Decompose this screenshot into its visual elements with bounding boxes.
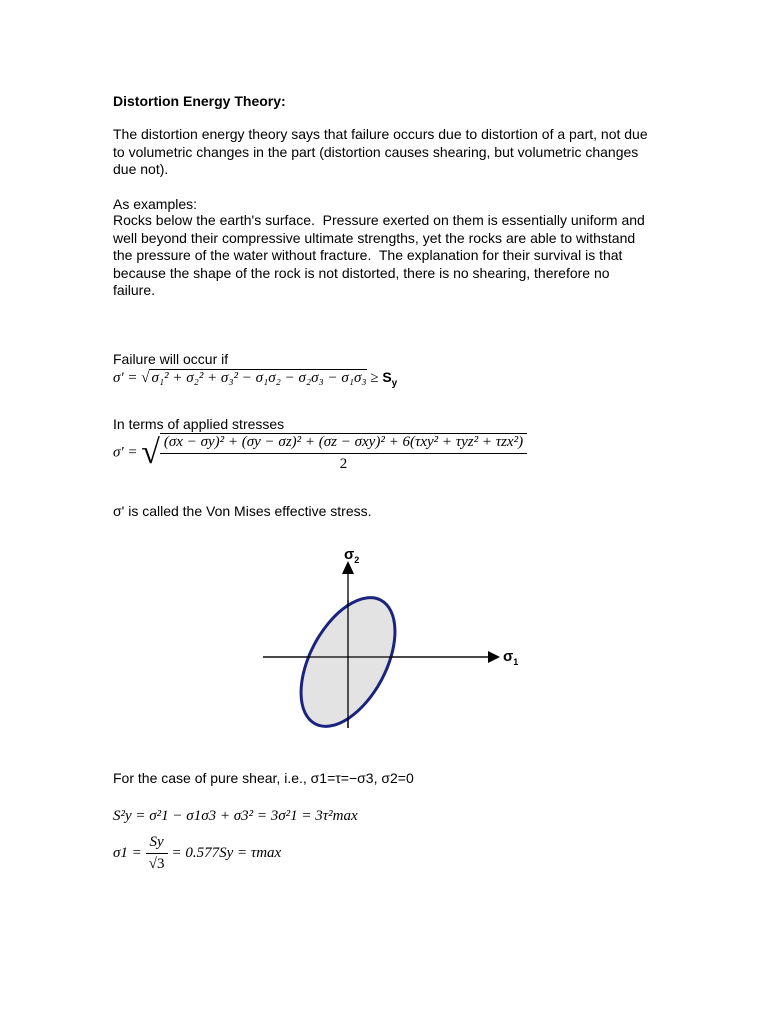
eq1-lhs: σ' = [113,370,138,386]
eq4-lhs: σ1 = [113,844,142,861]
eq4-denominator: √3 [148,856,165,872]
sigma1-axis-label: $\sigma_1$ [503,648,519,667]
failure-label: Failure will occur if [113,351,229,367]
von-mises-principal-equation: σ' = √ $\sigma_1^2 + \sigma_2^2 + \sigma_3^2 - \sigma_1\sigma_2 - \sigma_2\sigma_3 - \sigma_1\sigma_3 \ge S_y$ [113,369,398,389]
examples-label: As examples: [113,196,198,212]
intro-paragraph: The distortion energy theory says that failure occurs due to distortion of a part, not due to volumetric changes in the part (distortion causes shearing, but volumetric changes due not). [113,126,652,177]
applied-stresses-label: In terms of applied stresses [113,416,285,432]
eq2-denominator: 2 [339,456,348,472]
von-mises-applied-equation: σ' = √ (σx − σy)² + (σy − σz)² + (σz − σxy)² + 6(τxy² + τyz² + τzx²) 2 [113,433,527,473]
sigma2-axis-label: $\sigma_2$ [344,546,360,565]
eq2-lhs: σ' = [113,444,138,461]
pure-shear-sentence: For the case of pure shear, i.e., σ1=τ=−σ3, σ2=0 [113,770,414,786]
eq4-rhs: = 0.577Sy = τmax [171,844,282,861]
eq1-relation: ≥ [370,370,379,386]
eq4-numerator: Sy [146,834,168,854]
eq1-rhs: $S_y$ [382,369,398,389]
pure-shear-equation-1: S²y = σ²1 − σ1σ3 + σ3² = 3σ²1 = 3τ²max [113,808,358,824]
eq2-numerator: (σx − σy)² + (σy − σz)² + (σz − σxy)² + 6(τxy² + τyz² + τzx²) [160,434,527,454]
von-mises-sentence: σ' is called the Von Mises effective stress. [113,503,372,519]
examples-paragraph: Rocks below the earth's surface. Pressure exerted on them is essentially uniform and well beyond their compressive ultimate strengths, yet the rocks are able to withstand the pressure of the water without fracture. The explanation for their survival is that because the shape of the rock is not distorted, there is no shearing, therefore no failure. [113,212,649,298]
section-heading: Distortion Energy Theory: [113,93,286,109]
pure-shear-equation-2 [113,834,281,873]
eq1-radicand: σ₁² + σ₂² + σ₃² − σ₁σ₂ − σ₂σ₃ − σ₁σ₃ [151,370,367,386]
